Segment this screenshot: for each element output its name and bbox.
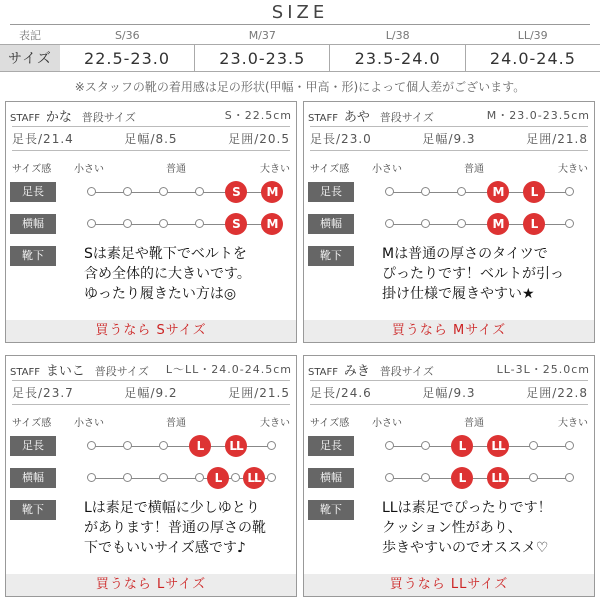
scale-dot [529, 441, 538, 450]
width-label: 横幅 [308, 468, 354, 488]
scale-dot [421, 187, 430, 196]
foot-girth: 足囲/22.8 [526, 386, 588, 400]
usual-size-value: L～LL・24.0-24.5cm [165, 363, 292, 376]
size-marker: M [487, 181, 509, 203]
card-divider [310, 126, 588, 127]
width-label: 横幅 [10, 468, 56, 488]
scale-dot [385, 473, 394, 482]
scale-dot [421, 219, 430, 228]
foot-measurements [12, 130, 290, 147]
scale-dot [385, 441, 394, 450]
staff-heading [308, 360, 434, 379]
foot-girth: 足囲/20.5 [228, 132, 290, 146]
impression-label: サイズ感 [310, 418, 350, 429]
width-scale [390, 471, 570, 485]
length-scale [92, 439, 272, 453]
usual-size-label: 普段サイズ [94, 365, 149, 378]
staff-tag: STAFF [308, 367, 339, 378]
length-label: 足長 [10, 436, 56, 456]
scale-normal: 普通 [166, 418, 186, 429]
size-header: LL/39 [517, 28, 548, 42]
scale-dot [87, 441, 96, 450]
comment-line: ゆったり履きたい方は◎ [84, 286, 237, 302]
size-marker: L [523, 213, 545, 235]
scale-dot [123, 187, 132, 196]
scale-dot [565, 219, 574, 228]
title-divider [10, 24, 590, 25]
scale-dot [565, 441, 574, 450]
scale-dot [457, 187, 466, 196]
length-row [308, 436, 592, 458]
staff-comment [84, 244, 294, 304]
comment-line: Mは普通の厚さのタイツで [382, 246, 548, 262]
staff-tag: STAFF [10, 367, 41, 378]
scale-small: 小さい [74, 164, 104, 175]
staff-card [303, 355, 595, 597]
comment-line: があります！普通の厚さの靴 [84, 520, 266, 536]
scale-big: 大きい [260, 164, 290, 175]
staff-comment [382, 244, 592, 304]
foot-measurements [12, 384, 290, 401]
staff-heading [308, 106, 434, 125]
scale-dot [87, 219, 96, 228]
scale-dot [195, 187, 204, 196]
scale-dot [159, 473, 168, 482]
length-row [10, 436, 294, 458]
usual-size-label: 普段サイズ [81, 111, 136, 124]
foot-girth: 足囲/21.8 [526, 132, 588, 146]
foot-length: 足長/23.7 [12, 386, 74, 400]
staff-name: あや [343, 110, 370, 125]
size-value: 23.5-24.0 [330, 45, 465, 72]
foot-measurements [310, 130, 588, 147]
length-label: 足長 [308, 436, 354, 456]
scale-dot [87, 473, 96, 482]
length-scale [92, 185, 278, 199]
length-row [308, 182, 592, 204]
usual-size-value: LL-3L・25.0cm [496, 363, 590, 376]
scale-dot [565, 187, 574, 196]
usual-size-value: S・22.5cm [224, 109, 292, 122]
card-divider [12, 150, 290, 151]
scale-dot [385, 219, 394, 228]
size-marker: S [225, 213, 247, 235]
card-divider [310, 404, 588, 405]
recommendation: 買うなら Mサイズ [304, 320, 594, 342]
scale-dot [267, 441, 276, 450]
size-marker: LL [225, 435, 247, 457]
size-value: 22.5-23.0 [60, 45, 195, 72]
size-header: S/36 [114, 28, 140, 42]
recommendation: 買うなら Sサイズ [6, 320, 296, 342]
scale-dot [529, 473, 538, 482]
width-label: 横幅 [10, 214, 56, 234]
length-label: 足長 [10, 182, 56, 202]
size-title: SIZE [271, 2, 329, 23]
scale-small: 小さい [74, 418, 104, 429]
comment-line: Lは素足で横幅に少しゆとり [84, 500, 260, 516]
scale-big: 大きい [558, 418, 588, 429]
comment-line: 含め全体的に大きいです。 [84, 266, 251, 282]
length-row [10, 182, 294, 204]
width-label: 横幅 [308, 214, 354, 234]
scale-dot [123, 219, 132, 228]
scale-dot [565, 473, 574, 482]
impression-label: サイズ感 [12, 418, 52, 429]
scale-big: 大きい [260, 418, 290, 429]
scale-dot [457, 219, 466, 228]
foot-width: 足幅/8.5 [124, 132, 178, 146]
size-value: 23.0-23.5 [195, 45, 330, 72]
staff-name: かな [45, 110, 72, 125]
size-header: L/38 [385, 28, 410, 42]
width-scale [390, 217, 570, 231]
size-marker: LL [243, 467, 265, 489]
card-divider [310, 150, 588, 151]
size-marker: M [261, 213, 283, 235]
width-row [308, 214, 592, 236]
size-table [0, 26, 600, 72]
size-marker: L [523, 181, 545, 203]
usual-size-label: 普段サイズ [379, 365, 434, 378]
staff-tag: STAFF [308, 113, 339, 124]
fit-note: ※スタッフの靴の着用感は足の形状(甲幅・甲高・形)によって個人差がございます。 [74, 80, 526, 94]
scale-dot [87, 187, 96, 196]
foot-width: 足幅/9.3 [422, 132, 476, 146]
width-row [10, 214, 294, 236]
card-divider [310, 380, 588, 381]
comment-line: LLは素足でぴったりです！ [382, 500, 552, 516]
length-scale [390, 439, 570, 453]
size-header: M/37 [248, 28, 276, 42]
foot-length: 足長/24.6 [310, 386, 372, 400]
scale-small: 小さい [372, 164, 402, 175]
staff-comment [84, 498, 294, 558]
scale-dot [267, 473, 276, 482]
scale-dot [159, 441, 168, 450]
impression-label: サイズ感 [12, 164, 52, 175]
staff-comment [382, 498, 592, 558]
staff-tag: STAFF [10, 113, 41, 124]
staff-card [5, 355, 297, 597]
comment-line: 下でもいいサイズ感です♪ [84, 540, 246, 556]
foot-width: 足幅/9.3 [422, 386, 476, 400]
width-scale [92, 217, 278, 231]
staff-heading [10, 360, 149, 379]
foot-measurements [310, 384, 588, 401]
size-marker: L [189, 435, 211, 457]
width-scale [92, 471, 272, 485]
comment-line: ぴったりです！ベルトが引っ [382, 266, 564, 282]
size-marker: M [487, 213, 509, 235]
size-value: 24.0-24.5 [465, 45, 600, 72]
scale-dot [421, 473, 430, 482]
scale-dot [195, 473, 204, 482]
scale-dot [385, 187, 394, 196]
size-marker: L [451, 435, 473, 457]
staff-card [5, 101, 297, 343]
header-label: 表記 [19, 29, 41, 42]
scale-dot [421, 441, 430, 450]
comment-line: 歩きやすいのでオススメ♡ [382, 540, 549, 556]
foot-girth: 足囲/21.5 [228, 386, 290, 400]
card-divider [12, 126, 290, 127]
width-row [10, 468, 294, 490]
width-row [308, 468, 592, 490]
size-marker: S [225, 181, 247, 203]
staff-card [303, 101, 595, 343]
foot-length: 足長/23.0 [310, 132, 372, 146]
foot-width: 足幅/9.2 [124, 386, 178, 400]
size-marker: LL [487, 435, 509, 457]
socks-label: 靴下 [10, 500, 56, 520]
scale-dot [159, 219, 168, 228]
size-marker: L [451, 467, 473, 489]
usual-size-label: 普段サイズ [379, 111, 434, 124]
length-scale [390, 185, 570, 199]
socks-label: 靴下 [308, 500, 354, 520]
scale-dot [159, 187, 168, 196]
card-divider [12, 380, 290, 381]
size-marker: LL [487, 467, 509, 489]
staff-name: みき [343, 364, 370, 379]
scale-dot [123, 473, 132, 482]
foot-length: 足長/21.4 [12, 132, 74, 146]
scale-small: 小さい [372, 418, 402, 429]
recommendation: 買うなら LLサイズ [304, 574, 594, 596]
size-marker: M [261, 181, 283, 203]
size-marker: L [207, 467, 229, 489]
socks-label: 靴下 [308, 246, 354, 266]
comment-line: クッション性があり、 [382, 520, 522, 536]
scale-normal: 普通 [464, 164, 484, 175]
comment-line: Sは素足や靴下でベルトを [84, 246, 247, 262]
scale-dot [123, 441, 132, 450]
usual-size-value: M・23.0-23.5cm [486, 109, 590, 122]
scale-dot [195, 219, 204, 228]
recommendation: 買うなら Lサイズ [6, 574, 296, 596]
comment-line: 掛け仕様で履きやすい★ [382, 286, 535, 302]
scale-normal: 普通 [166, 164, 186, 175]
staff-name: まいこ [45, 364, 85, 379]
impression-label: サイズ感 [310, 164, 350, 175]
length-label: 足長 [308, 182, 354, 202]
row-label: サイズ [0, 45, 60, 72]
scale-dot [231, 473, 240, 482]
scale-normal: 普通 [464, 418, 484, 429]
scale-big: 大きい [558, 164, 588, 175]
staff-heading [10, 106, 136, 125]
socks-label: 靴下 [10, 246, 56, 266]
card-divider [12, 404, 290, 405]
